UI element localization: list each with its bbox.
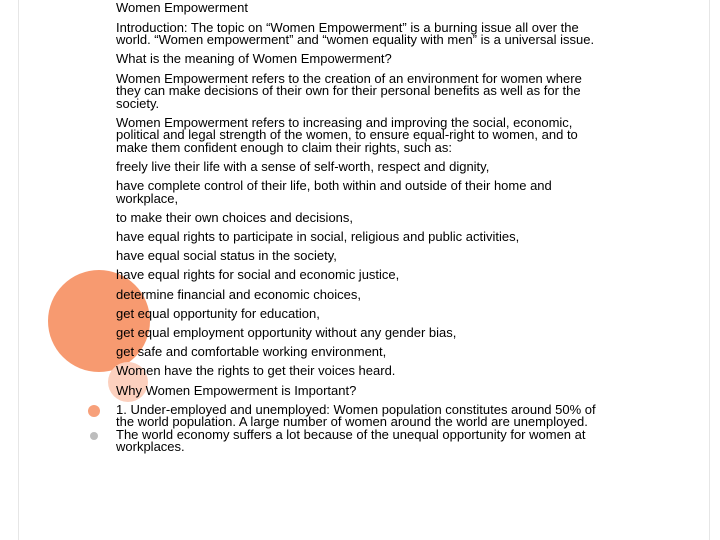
list-item: Women have the rights to get their voices heard.	[116, 363, 396, 379]
list-item: have equal rights to participate in social, religious and public activities,	[116, 229, 520, 245]
list-item: determine financial and economic choices,	[116, 286, 361, 302]
paragraph-unemployment: 1. Under-employed and unemployed: Women population constitutes around 50% of the world population. A large number of women around the world are unemployed. The world economy suffers a lot because of the unequal opportunity for women at workplaces.	[116, 401, 596, 455]
paragraph-definition-rights: Women Empowerment refers to increasing and improving the social, economic, political and legal strength of the women, to ensure equal-right to women, and to make them confident enough to claim their rights, such as:	[116, 114, 578, 155]
list-item: freely live their life with a sense of self-worth, respect and dignity,	[116, 159, 490, 175]
list-item: get safe and comfortable working environment,	[116, 344, 387, 360]
decorative-circle-small	[88, 405, 100, 417]
decorative-circle-tiny	[90, 432, 98, 440]
paragraph-introduction: Introduction: The topic on “Women Empowerment” is a burning issue all over the world. “Women empowerment” and “women equality with men” is a universal issue.	[116, 19, 595, 48]
list-item: have equal rights for social and economic justice,	[116, 267, 400, 283]
slide-content	[116, 2, 608, 460]
list-item: get equal opportunity for education,	[116, 305, 320, 321]
heading-meaning: What is the meaning of Women Empowerment?	[116, 51, 392, 67]
list-item: have complete control of their life, both within and outside of their home and workplace,	[116, 178, 552, 206]
list-item: have equal social status in the society,	[116, 248, 337, 264]
list-item: get equal employment opportunity without any gender bias,	[116, 325, 457, 341]
slide-title: Women Empowerment	[116, 0, 248, 15]
paragraph-definition: Women Empowerment refers to the creation of an environment for women where they can make decisions of their own for their personal benefits as well as for the society.	[116, 70, 582, 111]
list-item: to make their own choices and decisions,	[116, 209, 354, 225]
heading-importance: Why Women Empowerment is Important?	[116, 382, 357, 398]
